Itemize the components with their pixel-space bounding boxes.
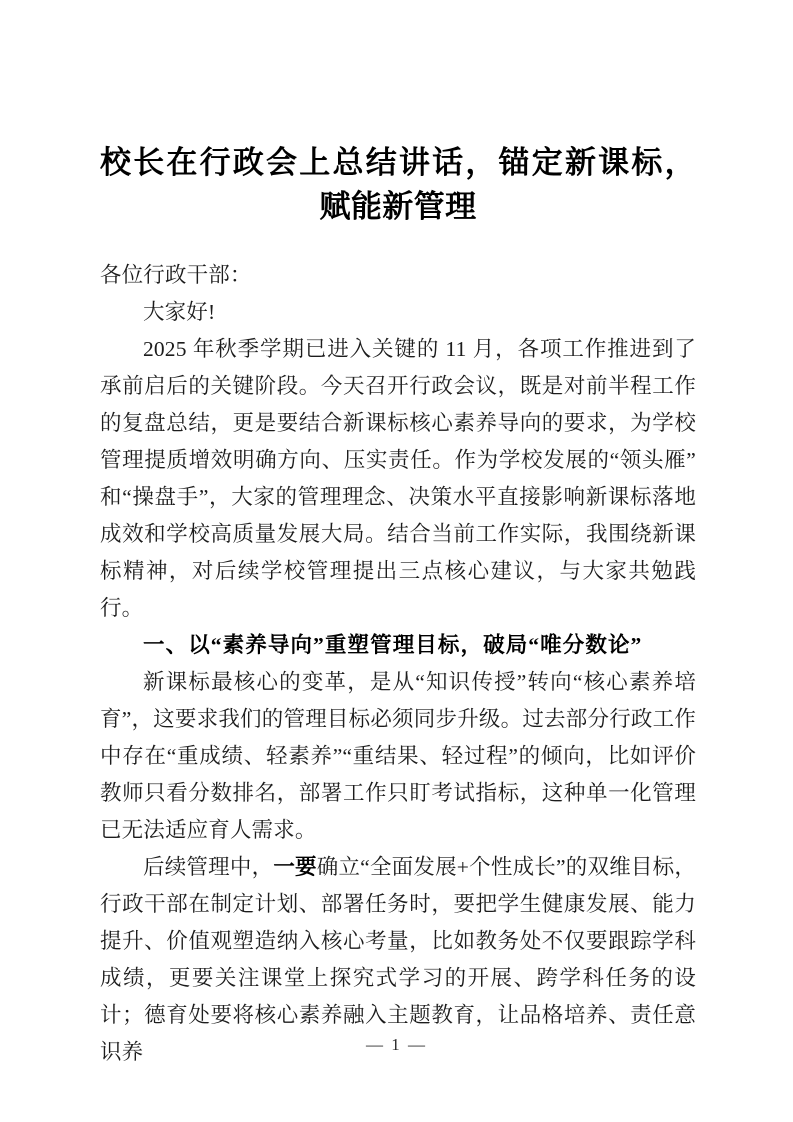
document-body bbox=[100, 257, 696, 1071]
greeting: 大家好! bbox=[143, 300, 216, 324]
page-footer bbox=[0, 1035, 793, 1055]
page-title-line-2: 赋能新管理 bbox=[319, 189, 477, 224]
paragraph-intro: 2025 年秋季学期已进入关键的 11 月，各项工作推进到了承前启后的关键阶段。今天召开行政会议，既是对前半程工作的复盘总结，更是要结合新课标核心素养导向的要求，为学校管理提质增效明确方向、压实责任。作为学校发展的“领头雁”和“操盘手”，大家的管理理念、决策水平直接影响新课标落地成效和学校高质量发展大局。结合当前工作实际，我围绕新课标精神，对后续学校管理提出三点核心建议，与大家共勉践行。 bbox=[100, 337, 696, 620]
paragraph-measures-rest: 确立“全面发展+个性成长”的双维目标，行政干部在制定计划、部署任务时，要把学生健康发展、能力提升、价值观塑造纳入核心考量，比如教务处不仅要跟踪学科成绩，更要关注课堂上探究式学习的开展、跨学科任务的设计；德育处要将核心素养融入主题教育，让品格培养、责任意识养 bbox=[100, 855, 697, 1064]
page-title bbox=[100, 0, 696, 229]
section-heading-1: 一、以“素养导向”重塑管理目标，破局“唯分数论” bbox=[143, 633, 643, 657]
paragraph-measures-bold-marker: 一要 bbox=[273, 855, 317, 879]
page-number: — 1 — bbox=[366, 1035, 427, 1054]
document-content bbox=[100, 0, 696, 1071]
paragraph-section-1-body: 新课标最核心的变革，是从“知识传授”转向“核心素养培育”，这要求我们的管理目标必须同步升级。过去部分行政工作中存在“重成绩、轻素养”“重结果、轻过程”的倾向，比如评价教师只看分数排名，部署工作只盯考试指标，这种单一化管理已无法适应育人需求。 bbox=[100, 670, 696, 842]
salutation: 各位行政干部： bbox=[100, 263, 252, 287]
paragraph-measures-lead: 后续管理中， bbox=[143, 855, 274, 879]
page-title-line-1: 校长在行政会上总结讲话，锚定新课标， bbox=[100, 145, 696, 180]
